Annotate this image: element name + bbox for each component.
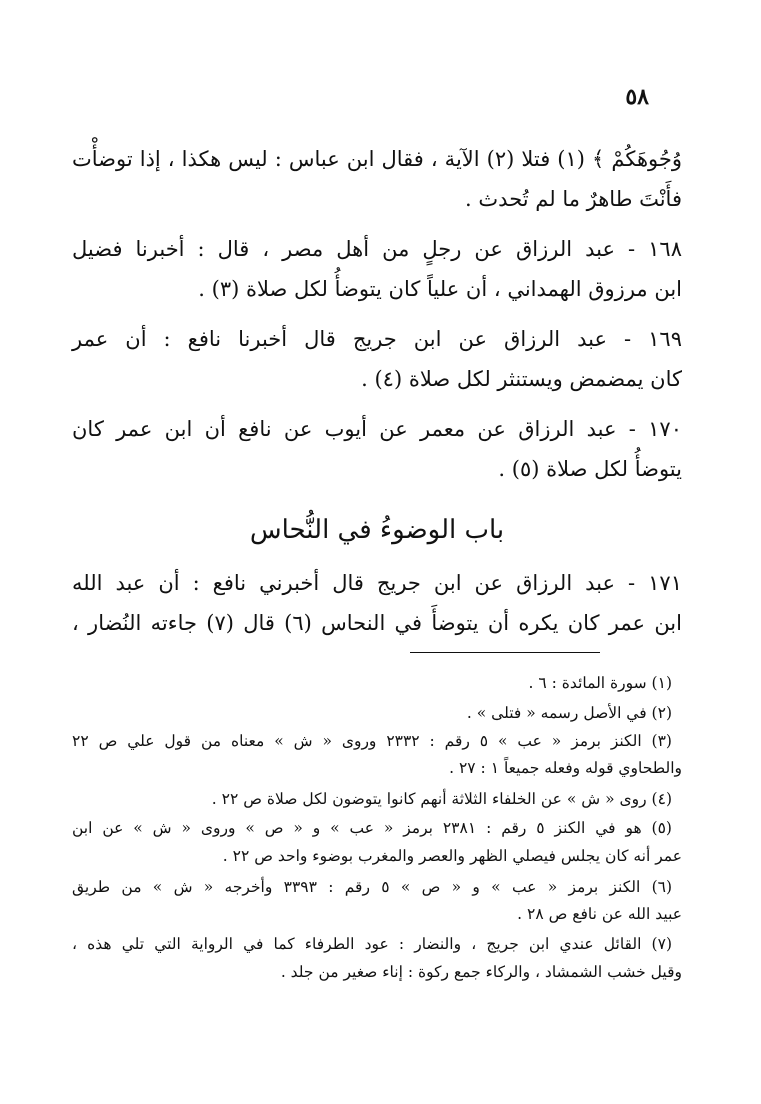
section-heading: باب الوضوءُ في النُّحاس	[249, 515, 505, 545]
page-number: ٥٨	[625, 84, 649, 110]
text-line: ١٦٨ - عبد الرزاق عن رجلٍ من أهل مصر ، قال : أخبرنا فضيل	[72, 237, 682, 261]
text-line: فأَنْتَ طاهرٌ ما لم تُحدث .	[465, 187, 682, 211]
footnote-line: (٤) روى « ش » عن الخلفاء الثلاثة أنهم كانوا يتوضون لكل صلاة ص ٢٢ .	[211, 790, 672, 808]
footnote-line: عبيد الله عن نافع ص ٢٨ .	[517, 905, 682, 923]
footnote-divider	[410, 652, 600, 653]
footnote-line: عمر أنه كان يجلس فيصلي الظهر والعصر والمغرب بوضوء واحد ص ٢٢ .	[222, 847, 682, 865]
text-line: كان يمضمض ويستنثر لكل صلاة (٤) .	[361, 367, 682, 391]
footnote-line: (٥) هو في الكنز ٥ رقم : ٢٣٨١ برمز « عب » و « ص » وروى « ش » عن ابن	[72, 819, 672, 837]
text-line: ١٦٩ - عبد الرزاق عن ابن جريج قال أخبرنا نافع : أن عمر	[72, 327, 682, 351]
text-line: ابن مرزوق الهمداني ، أن علياً كان يتوضأُ لكل صلاة (٣) .	[198, 277, 682, 301]
footnote-line: (١) سورة المائدة : ٦ .	[528, 674, 672, 692]
footnote-line: والطحاوي قوله وفعله جميعاً ١ : ٢٧ .	[449, 759, 682, 777]
footnote-line: (٦) الكنز برمز « عب » و « ص » ٥ رقم : ٣٣٩٣ وأخرجه « ش » من طريق	[72, 878, 673, 896]
text-line: يتوضأُ لكل صلاة (٥) .	[498, 457, 682, 481]
footnote-line: وقيل خشب الشمشاد ، والركاء جمع ركوة : إناء صغير من جلد .	[280, 963, 682, 981]
text-line: وُجُوهَكُمْ ﴾ (١) فتلا (٢) الآية ، فقال ابن عباس : ليس هكذا ، إذا توضأْت	[72, 147, 682, 171]
text-line: ابن عمر كان يكره أن يتوضأَ في النحاس (٦) قال (٧) جاءته النُضار ،	[72, 611, 682, 635]
footnote-line: (٧) القائل عندي ابن جريج ، والنضار : عود الطرفاء كما في الرواية التي تلي هذه ،	[72, 935, 672, 953]
text-line: ١٧١ - عبد الرزاق عن ابن جريج قال أخبرني نافع : أن عبد الله	[72, 571, 682, 595]
footnote-line: (٣) الكنز برمز « عب » ٥ رقم : ٢٣٣٢ وروى « ش » معناه من قول علي ص ٢٢	[72, 732, 672, 750]
footnote-line: (٢) في الأصل رسمه « فتلى » .	[466, 704, 672, 722]
text-line: ١٧٠ - عبد الرزاق عن معمر عن أيوب عن نافع أن ابن عمر كان	[72, 417, 682, 441]
